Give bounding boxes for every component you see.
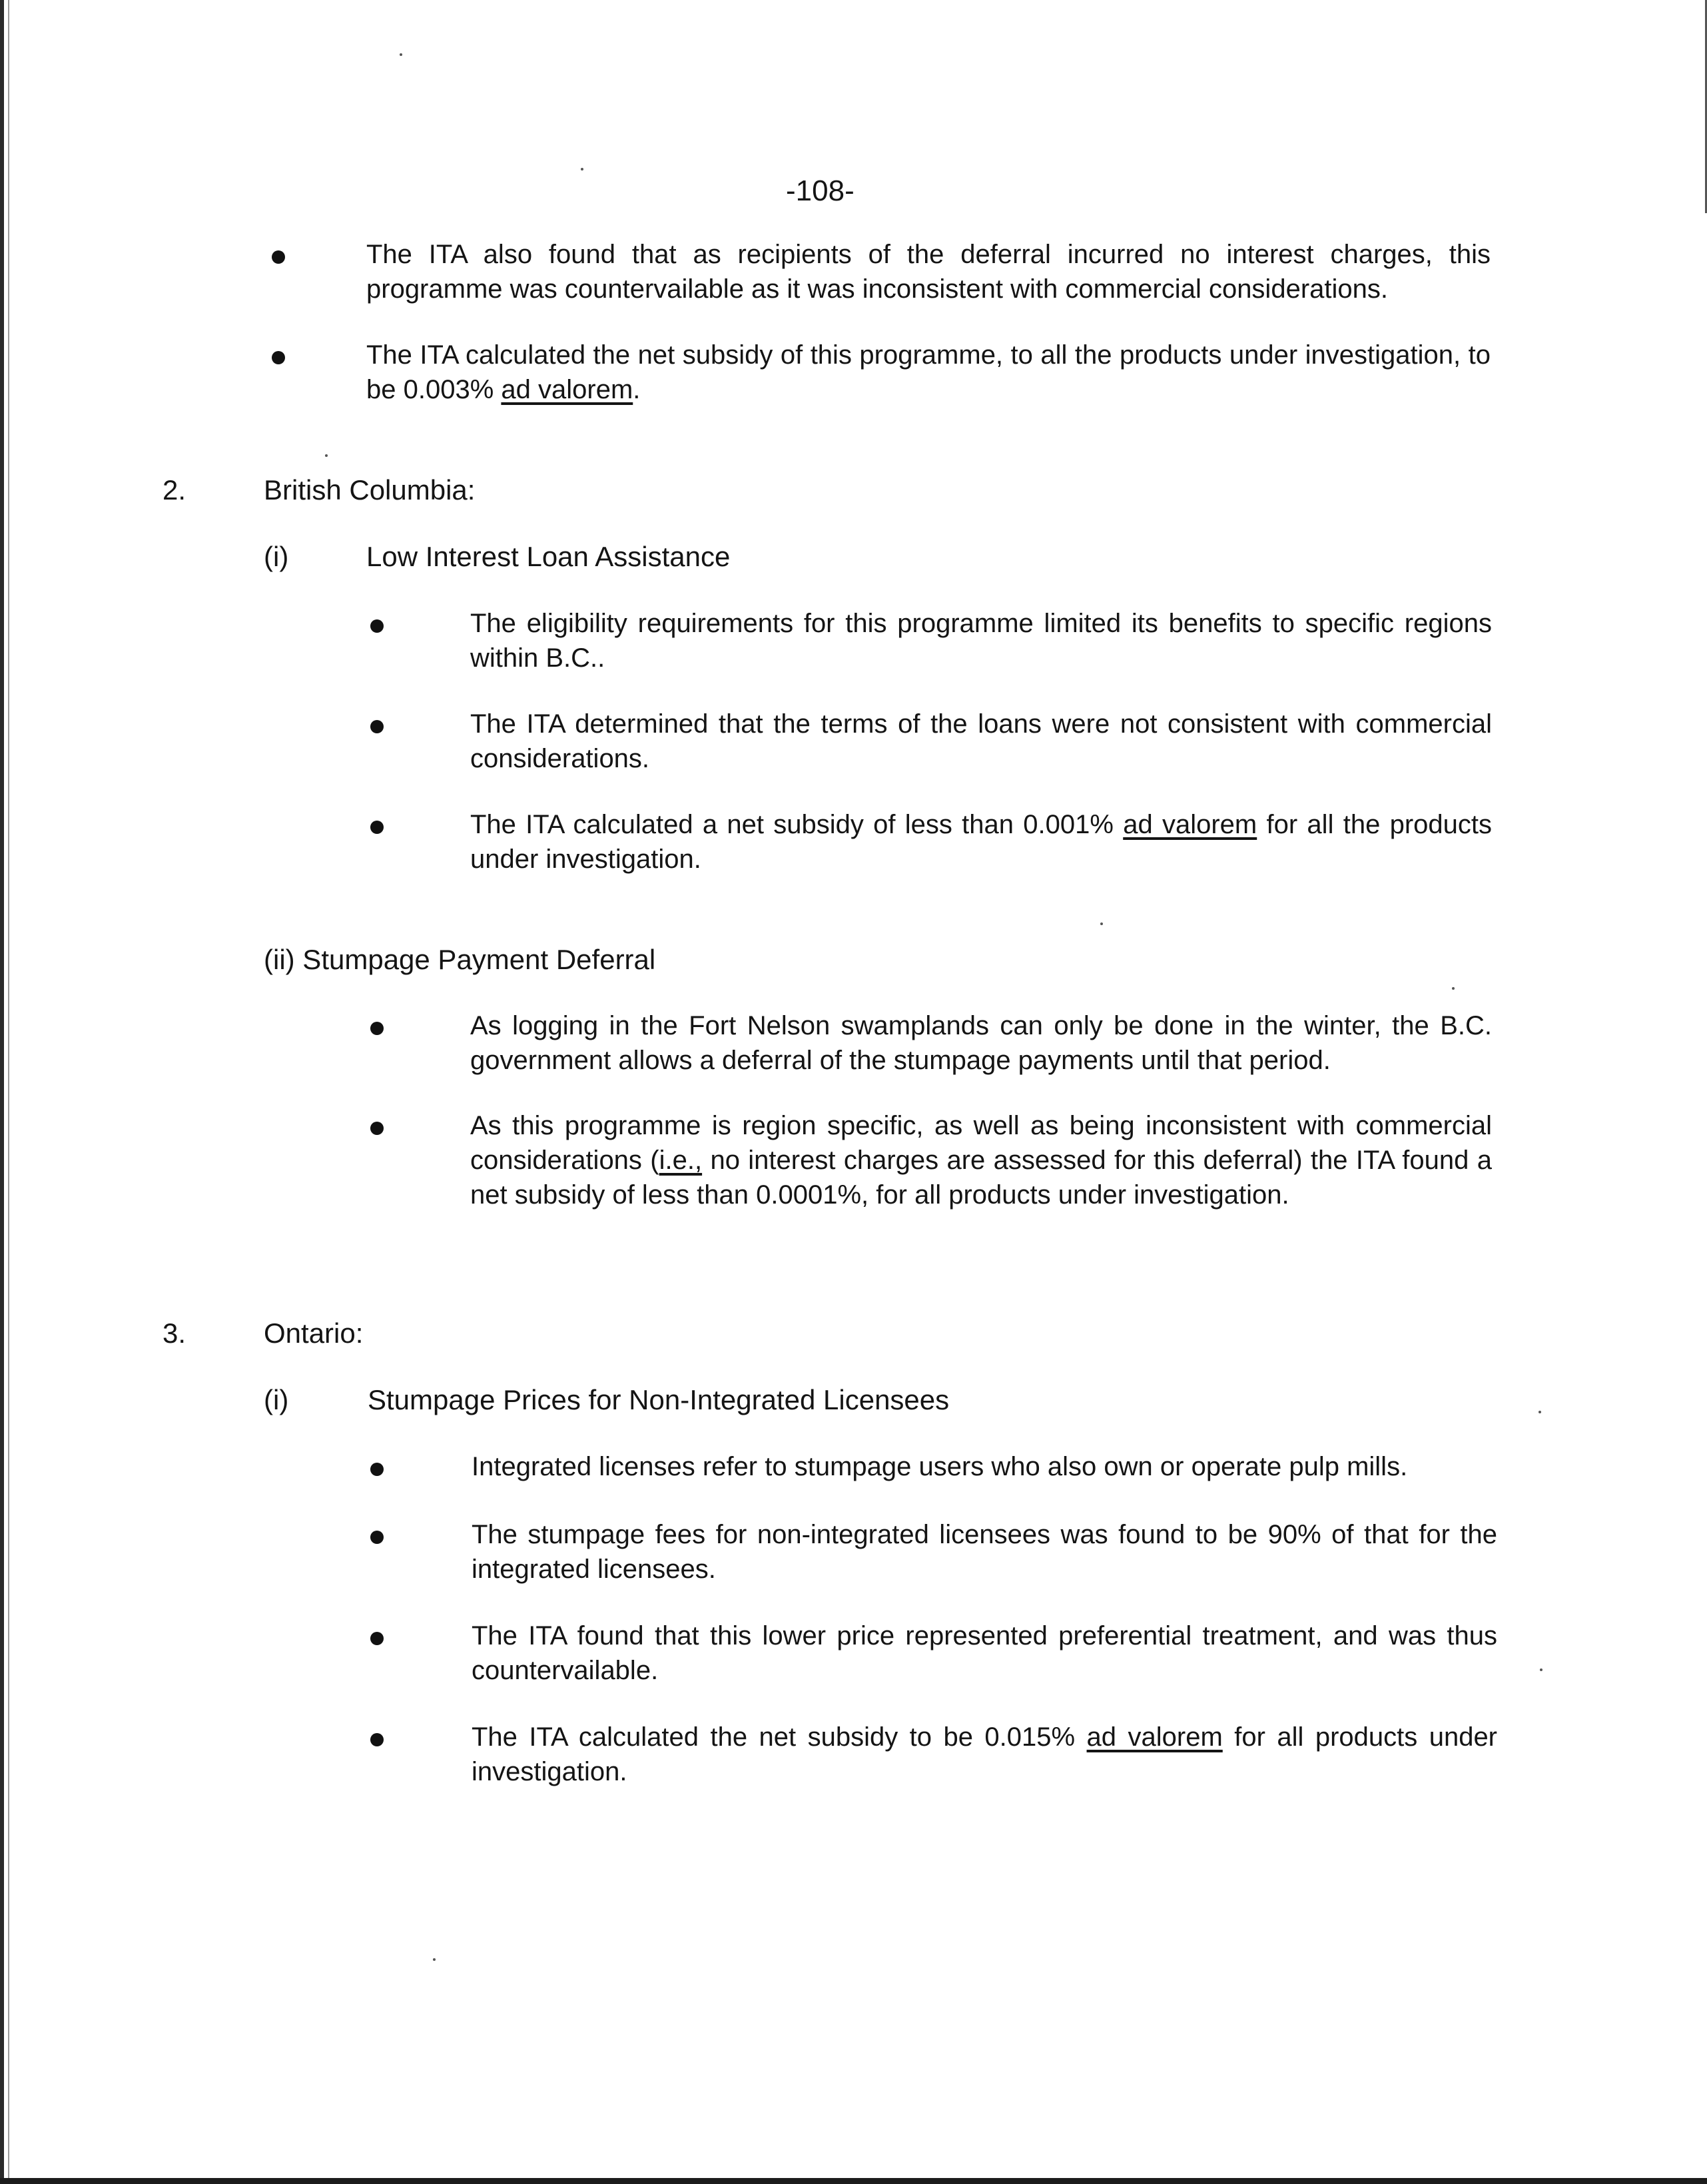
bullet-icon — [370, 720, 384, 733]
bullet-icon — [272, 250, 285, 264]
scan-edge-left — [0, 0, 4, 2184]
scan-speck — [1538, 1411, 1541, 1413]
bullet-icon — [370, 1463, 384, 1476]
scan-speck — [433, 1958, 436, 1961]
page-number: -108- — [786, 175, 854, 207]
intro-bullet-2 — [366, 338, 1491, 407]
subsection-marker: (i) — [264, 1384, 289, 1415]
bullet-icon — [370, 1122, 384, 1135]
bullet-icon — [370, 619, 384, 633]
bc-loan-bullet-3 — [470, 807, 1492, 877]
bullet-text: The ITA calculated a net subsidy of less than 0.001% ad valorem for all the products under investigation. — [470, 810, 1493, 874]
bc-deferral-bullet-1 — [470, 1008, 1492, 1078]
section-title: British Columbia: — [264, 474, 476, 506]
scan-speck — [1540, 1668, 1542, 1671]
scan-speck — [581, 168, 583, 171]
bullet-text: The ITA determined that the terms of the loans were not consistent with commercial considerations. — [470, 709, 1492, 773]
bullet-text: The stumpage fees for non-integrated licensees was found to be 90% of that for the integrated licensees. — [472, 1520, 1497, 1584]
on-bullet-1 — [472, 1449, 1497, 1484]
section-title: Ontario: — [264, 1317, 364, 1349]
bullet-icon — [370, 1632, 384, 1645]
bullet-icon — [370, 821, 384, 834]
on-bullet-4 — [472, 1720, 1497, 1789]
emphasis: ad valorem — [501, 375, 633, 404]
on-bullet-2 — [472, 1517, 1497, 1587]
bc-deferral-bullet-2 — [470, 1108, 1492, 1212]
emphasis: ad valorem — [1123, 810, 1257, 839]
scan-speck — [325, 454, 328, 457]
bullet-text: The ITA found that this lower price represented preferential treatment, and was thus countervailable. — [472, 1621, 1497, 1685]
bullet-text: The ITA also found that as recipients of the deferral incurred no interest charges, this programme was countervailable as it was inconsistent with commercial considerations. — [366, 240, 1491, 304]
scan-speck — [1100, 922, 1103, 925]
scan-speck — [400, 53, 402, 56]
bullet-text: The ITA calculated the net subsidy of this programme, to all the products under investigation, to be 0.003% ad valorem. — [366, 340, 1491, 404]
emphasis: ad valorem — [1086, 1722, 1223, 1752]
bullet-text: The ITA calculated the net subsidy to be 0.015% ad valorem for all products under investigation. — [472, 1722, 1498, 1786]
section-number: 3. — [163, 1317, 186, 1349]
bullet-text: The eligibility requirements for this programme limited its benefits to specific regions within B.C.. — [470, 609, 1492, 673]
subsection-title: Stumpage Prices for Non-Integrated Licensees — [368, 1384, 950, 1415]
bullet-text: Integrated licenses refer to stumpage users who also own or operate pulp mills. — [472, 1452, 1408, 1481]
bullet-icon — [272, 351, 285, 364]
emphasis: i.e., — [659, 1146, 703, 1175]
scan-edge-left-line — [8, 0, 9, 2184]
bullet-icon — [370, 1022, 384, 1035]
intro-bullet-1 — [366, 237, 1491, 306]
bullet-icon — [370, 1733, 384, 1746]
section-number: 2. — [163, 474, 186, 506]
bc-loan-bullet-1 — [470, 606, 1492, 675]
bc-loan-bullet-2 — [470, 707, 1492, 776]
bullet-icon — [370, 1531, 384, 1544]
bullet-text: As this programme is region specific, as well as being inconsistent with commercial considerations (i.e., no interest charges are assessed for this deferral) the ITA found a net subsidy of less than 0.0001%, for all products under investigation. — [470, 1111, 1492, 1210]
subsection-title: Low Interest Loan Assistance — [366, 541, 731, 572]
scan-edge-bottom — [0, 2178, 1707, 2184]
subsection-title: (ii) Stumpage Payment Deferral — [264, 944, 656, 975]
subsection-marker: (i) — [264, 541, 289, 572]
on-bullet-3 — [472, 1619, 1497, 1688]
bullet-text: As logging in the Fort Nelson swamplands can only be done in the winter, the B.C. government allows a deferral of the stumpage payments until that period. — [470, 1011, 1492, 1075]
scan-speck — [1452, 987, 1455, 990]
